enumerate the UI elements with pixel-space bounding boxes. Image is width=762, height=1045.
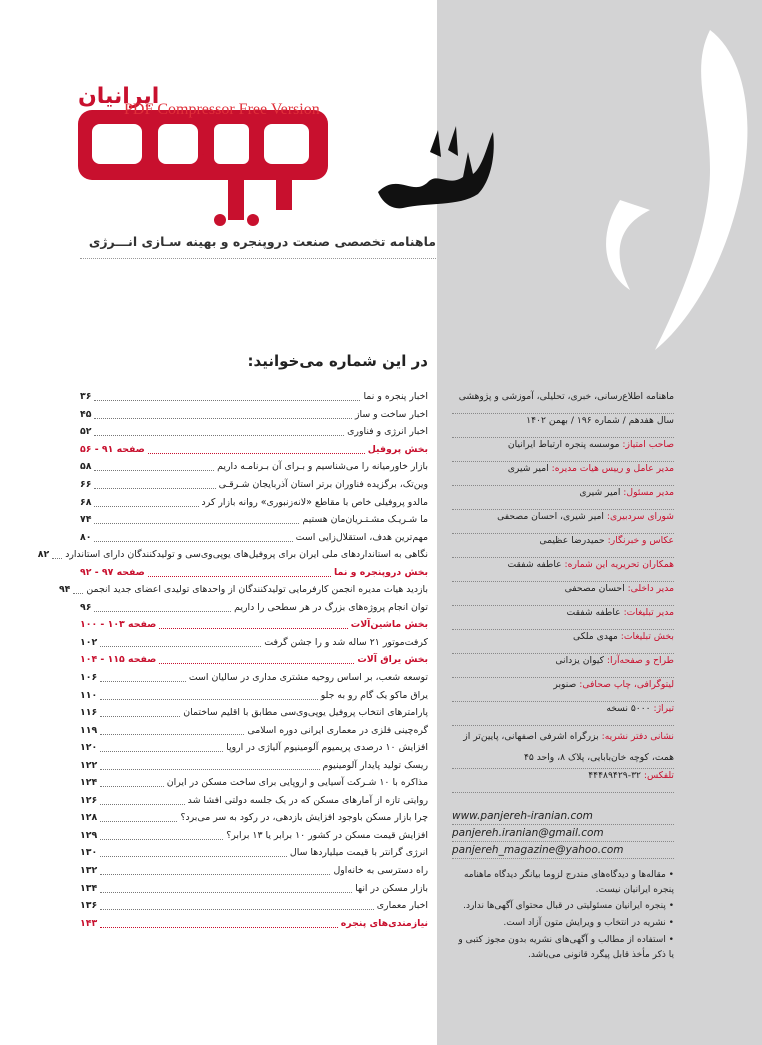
toc-item-title: بخش ماشین‌آلات xyxy=(350,619,428,631)
toc-item-title: نگاهی به استانداردهای ملی ایران برای پروفیل‌های یوپی‌وی‌سی و تولیدکنندگان دارای استاندارد xyxy=(65,549,428,561)
toc-page-number: ۱۳۶ xyxy=(80,900,98,912)
toc-item xyxy=(80,669,428,687)
table-of-contents xyxy=(37,388,428,932)
credit-value: ۵۰۰۰ نسخه xyxy=(606,703,654,714)
credit-label: طراح و صفحه‌آرا: xyxy=(606,655,674,666)
credit-row xyxy=(452,486,674,510)
credit-label: همکاران تحریریه این شماره: xyxy=(564,559,674,570)
credit-value: مهدی ملکی xyxy=(573,631,621,642)
masthead-info xyxy=(452,390,674,793)
toc-section-header xyxy=(80,563,428,581)
dot-leader xyxy=(100,831,223,840)
toc-section-header xyxy=(80,651,428,669)
toc-page-number: ۱۰۲ xyxy=(80,636,98,648)
subtitle-divider xyxy=(80,258,436,259)
toc-item xyxy=(80,862,428,880)
toc-item-title: چرا بازار مسکن باوجود افزایش بازدهی، در رکود به سر می‌برد؟ xyxy=(180,812,428,824)
disclaimer-note: • نشریه در انتخاب و ویرایش متون آزاد است. xyxy=(503,918,674,929)
toc-page-number: ۹۶ xyxy=(80,601,92,613)
toc-item-title: پارامترهای انتخاب پروفیل یوپی‌وی‌سی مطابق با اقلیم ساختمان xyxy=(183,707,428,719)
toc-item xyxy=(80,827,428,845)
credit-value: امیر شیری، احسان مصحفی xyxy=(497,511,607,522)
toc-page-number: ۵۲ xyxy=(80,426,92,438)
toc-item-title: گره‌چینی فلزی در معماری ایرانی دوره اسلامی xyxy=(247,724,428,736)
dot-leader xyxy=(100,919,338,928)
credit-label: عکاس و خبرنگار: xyxy=(607,535,674,546)
toc-page-number: ۱۲۶ xyxy=(80,794,98,806)
toc-item xyxy=(80,388,428,406)
toc-item xyxy=(80,406,428,424)
toc-page-number: ۱۱۹ xyxy=(80,724,98,736)
toc-item xyxy=(80,511,428,529)
toc-page-number: صفحه ۱۰۳ - ۱۰۰ xyxy=(80,619,157,631)
credit-label: صاحب امتیاز: xyxy=(622,439,674,450)
credit-value: حمیدرضا عظیمی xyxy=(539,535,608,546)
logo-text: پنجره xyxy=(201,155,205,156)
toc-item xyxy=(80,599,428,617)
toc-item-title: راه دسترسی به خانه‌اول xyxy=(333,865,428,877)
dot-leader xyxy=(159,655,354,664)
toc-item-title: بازار خاورمیانه را می‌شناسیم و بـرای آن بـرنامـه داریم xyxy=(217,461,428,473)
credit-value: امیر شیری xyxy=(507,463,552,474)
toc-item xyxy=(80,458,428,476)
credit-label: شورای سردبیری: xyxy=(606,511,674,522)
credit-label: مدیر مسئول: xyxy=(623,487,674,498)
credit-value: امیر شیری xyxy=(579,487,624,498)
toc-page-number: صفحه ۹۱ - ۵۶ xyxy=(80,443,145,455)
toc-page-number: ۱۳۲ xyxy=(80,865,98,877)
toc-item-title: افزایش ۱۰ درصدی پریمیوم آلومینیوم آلیاژی در اروپا xyxy=(226,742,428,754)
dot-leader xyxy=(100,813,177,822)
credit-row xyxy=(452,630,674,654)
disclaimer-notes xyxy=(452,868,674,964)
dot-leader xyxy=(148,568,331,577)
toc-item xyxy=(80,774,428,792)
toc-page-number: ۱۳۰ xyxy=(80,847,98,859)
credit-value: احسان مصحفی xyxy=(564,583,628,594)
toc-page-number: صفحه ۱۱۵ - ۱۰۴ xyxy=(80,654,157,666)
toc-page-number: ۹۴ xyxy=(58,584,71,596)
toc-page-number: ۶۶ xyxy=(80,479,92,490)
toc-page-number: ۱۲۴ xyxy=(80,777,98,789)
toc-page-number: ۸۲ xyxy=(37,549,50,561)
credit-row xyxy=(452,558,674,582)
toc-item-title: مذاکره با ۱۰ شـرکت آسیایی و اروپایی برای ساخت مسکن در ایران xyxy=(166,777,428,789)
toc-item xyxy=(80,721,428,739)
dot-leader xyxy=(100,796,184,805)
credit-value: عاطفه شفقت xyxy=(566,607,624,618)
toc-page-number: ۱۲۰ xyxy=(80,742,98,754)
toc-page-number: ۴۵ xyxy=(80,408,92,420)
credit-value: صنوبر xyxy=(553,679,580,690)
dot-leader xyxy=(100,708,180,717)
toc-item-title: اخبار معماری xyxy=(376,900,428,912)
toc-page-number: ۸۰ xyxy=(80,531,92,543)
credit-row xyxy=(452,582,674,606)
toc-page-number: ۷۴ xyxy=(80,514,92,526)
toc-item-title: کرفت‌موتور ۲۱ ساله شد و را جشن گرفت xyxy=(264,636,428,648)
toc-page-number: ۱۲۸ xyxy=(80,812,98,824)
toc-item xyxy=(80,704,428,722)
toc-item-title: اخبار انرژی و فناوری xyxy=(347,426,428,438)
toc-item-title: مهم‌ترین هدف، استقلال‌زایی است xyxy=(295,531,428,543)
toc-item xyxy=(37,546,428,564)
toc-item xyxy=(80,686,428,704)
credit-row xyxy=(452,438,674,462)
dot-leader xyxy=(148,445,365,454)
toc-page-number: صفحه ۹۷ - ۹۲ xyxy=(80,566,145,578)
dot-leader xyxy=(100,761,319,770)
dot-leader xyxy=(100,884,352,893)
toc-item xyxy=(80,634,428,652)
dot-leader xyxy=(73,585,83,594)
decorative-swoosh-graphic xyxy=(560,0,762,380)
toc-section-header xyxy=(80,616,428,634)
credit-row xyxy=(452,606,674,630)
toc-page-number: ۵۸ xyxy=(80,461,92,473)
toc-item xyxy=(80,493,428,511)
dot-leader xyxy=(94,427,344,436)
toc-item xyxy=(80,756,428,774)
website-link[interactable]: www.panjereh-iranian.com xyxy=(452,808,674,825)
dot-leader xyxy=(94,515,299,524)
dot-leader xyxy=(100,866,330,875)
contact-info xyxy=(452,808,674,859)
credit-label: مدیر تبلیغات: xyxy=(623,607,674,618)
credit-label: مدیر عامل و رییس هیات مدیره: xyxy=(551,463,674,474)
toc-section-header xyxy=(80,441,428,459)
toc-item-title: اخبار ساخت و ساز xyxy=(354,408,428,420)
credit-label: لیتوگرافی، چاپ صحافی: xyxy=(579,679,674,690)
toc-item-title: ریسک تولید پایدار آلومینیوم xyxy=(322,759,428,771)
magazine-subtitle: ماهنامه تخصصی صنعت درو‌پنجره و بهینه سـازی انـــرژی xyxy=(88,234,436,249)
toc-page-number: ۱۰۶ xyxy=(80,672,98,684)
bismillah-calligraphy xyxy=(368,112,518,222)
dot-leader xyxy=(94,480,215,489)
toc-item-title: توسعه شعب، بر اساس روحیه مشتری مداری در سالیان است xyxy=(188,672,428,684)
dot-leader xyxy=(159,620,348,629)
toc-item-title: وین‌تک، برگزیده فناوران برتر استان آذربایجان شـرقـی xyxy=(218,479,428,490)
disclaimer-note: • استفاده از مطالب و آگهی‌های نشریه بدون مجوز کتبی و یا ذکر مأخذ قابل پیگرد قانونی می‌باشد. xyxy=(458,934,674,960)
dot-leader xyxy=(94,498,198,507)
dot-leader xyxy=(94,603,231,612)
tagline: ماهنامه اطلاع‌رسانی، خبری، تحلیلی، آموزشی و پژوهشی xyxy=(452,390,674,414)
dot-leader xyxy=(100,743,223,752)
dot-leader xyxy=(100,638,261,647)
dot-leader xyxy=(100,848,287,857)
toc-item-title: بخش یراق آلات xyxy=(357,654,428,666)
credit-row xyxy=(452,510,674,534)
dot-leader xyxy=(100,778,164,787)
toc-page-number: ۳۶ xyxy=(80,391,92,403)
toc-item-title: نیازمندی‌های پنجره xyxy=(340,917,428,929)
credit-label: تیراژ: xyxy=(653,703,674,714)
toc-title: در این شماره می‌خوانید: xyxy=(247,352,428,370)
dot-leader xyxy=(52,550,62,559)
toc-item-title: افزایش قیمت مسکن در کشور ۱۰ برابر یا ۱۳ برابر؟ xyxy=(226,829,428,841)
toc-item-title: ما شـریـک مشـتـریان‌مان هستیم xyxy=(302,514,428,526)
credit-row xyxy=(452,462,674,486)
pdf-watermark: PDF Compressor Free Version xyxy=(124,101,320,118)
dot-leader xyxy=(100,673,186,682)
toc-item xyxy=(80,879,428,897)
toc-item-title: اخبار پنجره و نما xyxy=(363,391,428,403)
toc-item-title: مالدو پروفیلی خاص با مقاطع «لانه‌زنبوری» روانه بازار کرد xyxy=(201,496,428,508)
disclaimer-note: • پنجره ایرانیان مسئولیتی در قبال محتوای آگهی‌ها ندارد. xyxy=(463,901,674,912)
dot-leader xyxy=(94,462,214,471)
toc-item xyxy=(80,844,428,862)
credit-label: مدیر داخلی: xyxy=(627,583,674,594)
toc-page-number: ۱۲۲ xyxy=(80,759,98,771)
toc-item xyxy=(80,528,428,546)
dot-leader xyxy=(100,901,374,910)
dot-leader xyxy=(100,691,318,700)
toc-page-number: ۱۴۳ xyxy=(80,917,98,929)
toc-item xyxy=(80,897,428,915)
issue-info: سال هفدهم / شماره ۱۹۶ / بهمن ۱۴۰۲ xyxy=(452,414,674,438)
toc-page-number: ۱۳۴ xyxy=(80,882,98,894)
credit-value: کیوان یزدانی xyxy=(555,655,607,666)
toc-item xyxy=(80,809,428,827)
credit-value: عاطفه شفقت xyxy=(507,559,565,570)
credit-row xyxy=(452,534,674,558)
toc-item-title: بازدید هیات مدیره انجمن کارفرمایی تولیدکنندگان از واحدهای تولیدی اعضای جدید انجمن xyxy=(86,584,428,596)
email-link[interactable]: panjereh.iranian@gmail.com xyxy=(452,825,674,842)
email-link-yahoo[interactable]: panjereh_magazine@yahoo.com xyxy=(452,842,674,859)
credit-row xyxy=(452,702,674,726)
toc-item-title: بازار مسکن در انها xyxy=(355,882,428,894)
toc-item-title: بخش درو‌پنجره و نما xyxy=(334,566,428,578)
credit-row xyxy=(452,654,674,678)
dot-leader xyxy=(94,392,360,401)
toc-item-title: انرژی گرانتر با قیمت میلیاردها سال xyxy=(289,847,428,859)
credit-row xyxy=(452,678,674,702)
credit-value: موسسه پنجره ارتباط ایرانیان xyxy=(507,439,623,450)
toc-section-header xyxy=(80,914,428,932)
credit-label: بخش تبلیغات: xyxy=(620,631,674,642)
toc-item xyxy=(80,476,428,494)
toc-item-title: بخش پروفیل xyxy=(367,443,428,455)
dot-leader xyxy=(100,726,244,735)
toc-item-title: توان انجام پروژه‌های بزرگ در هر سطحی را داریم xyxy=(234,601,428,613)
logo-suffix: ایرانیان xyxy=(78,84,160,109)
phone-row: تلفکس: ۳۲-۴۴۴۸۹۴۲۹ xyxy=(452,769,674,793)
toc-item xyxy=(80,792,428,810)
dot-leader xyxy=(94,533,292,542)
toc-page-number: ۱۱۰ xyxy=(80,689,98,701)
toc-item xyxy=(80,423,428,441)
toc-item-title: روایتی تازه از آمارهای مسکن که در یک جلسه دولتی افشا شد xyxy=(187,794,428,806)
toc-page-number: ۱۱۶ xyxy=(80,707,98,719)
disclaimer-note: • مقاله‌ها و دیدگاه‌های مندرج لزوما بیانگر دیدگاه ماهنامه پنجره ایرانیان نیست. xyxy=(463,870,674,895)
toc-item xyxy=(58,581,428,599)
address-row: نشانی دفتر نشریه: بزرگراه اشرفی اصفهانی، پایین‌تر از همت، کوچه خان‌بابایی، پلاک ۸، واحد ۴۵ xyxy=(452,726,674,769)
dot-leader xyxy=(94,410,352,419)
toc-page-number: ۱۲۹ xyxy=(80,829,98,841)
toc-item-title: یراق ماکو یک گام رو به جلو xyxy=(320,689,428,701)
toc-item xyxy=(80,739,428,757)
toc-page-number: ۶۸ xyxy=(80,496,92,508)
